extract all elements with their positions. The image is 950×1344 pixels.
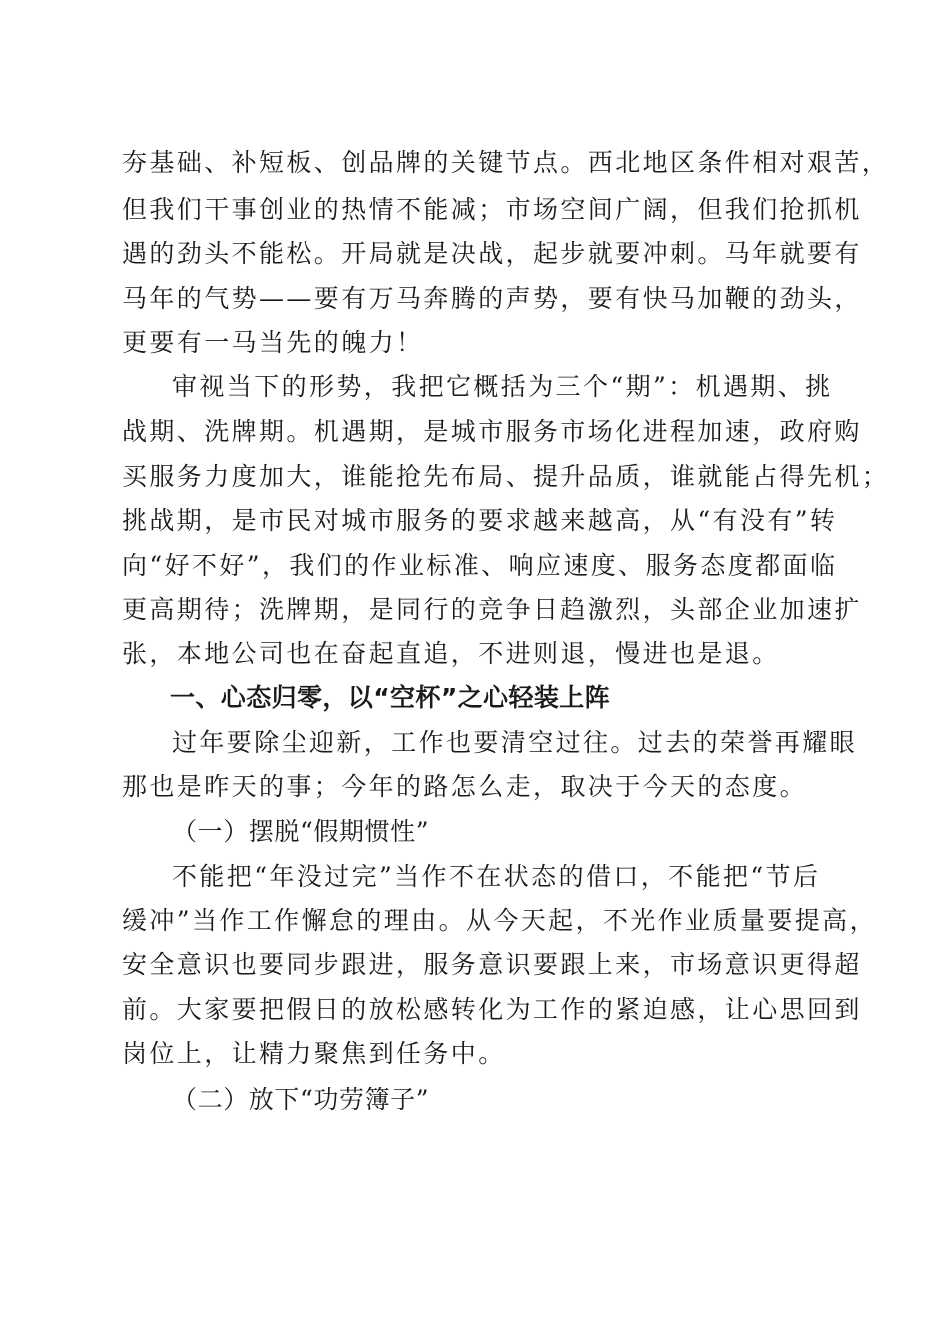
paragraph-4-line-1: 不能把“年没过完”当作不在状态的借口，不能把“节后 [172,862,821,891]
paragraph-1-line-5: 更要有一马当先的魄力！ [122,328,424,357]
paragraph-4-line-4: 前。大家要把假日的放松感转化为工作的紧迫感，让心思回到 [122,995,862,1024]
paragraph-2-line-5: 向“好不好”，我们的作业标准、响应速度、服务态度都面临 [122,551,838,580]
paragraph-2-line-2: 战期、洗牌期。机遇期，是城市服务市场化进程加速，政府购 [122,417,862,446]
paragraph-2-line-7: 张，本地公司也在奋起直追，不进则退，慢进也是退。 [122,639,780,668]
paragraph-4-line-3: 安全意识也要同步跟进，服务意识要跟上来，市场意识更得超 [122,950,862,979]
paragraph-2-line-4: 挑战期，是市民对城市服务的要求越来越高，从“有没有”转 [122,506,838,535]
paragraph-2-line-1: 审视当下的形势，我把它概括为三个“期”：机遇期、挑 [172,372,833,401]
subheading-2: （二）放下“功劳簿子” [172,1085,430,1114]
paragraph-2-line-6: 更高期待；洗牌期，是同行的竞争日趋激烈，头部企业加速扩 [122,595,862,624]
subheading-1: （一）摆脱“假期惯性” [172,817,430,846]
paragraph-1-line-1: 夯基础、补短板、创品牌的关键节点。西北地区条件相对艰苦， [122,148,890,177]
paragraph-1-line-4: 马年的气势——要有万马奔腾的声势，要有快马加鞭的劲头， [122,284,862,313]
section-heading-1: 一、心态归零，以“空杯”之心轻装上阵 [170,683,611,712]
paragraph-3-line-1: 过年要除尘迎新，工作也要清空过往。过去的荣誉再耀眼 [172,728,858,757]
paragraph-4-line-2: 缓冲”当作工作懈怠的理由。从今天起，不光作业质量要提高， [122,906,877,935]
paragraph-1-line-2: 但我们干事创业的热情不能减；市场空间广阔，但我们抢抓机 [122,195,862,224]
paragraph-3-line-2: 那也是昨天的事；今年的路怎么走，取决于今天的态度。 [122,772,808,801]
paragraph-1-line-3: 遇的劲头不能松。开局就是决战，起步就要冲刺。马年就要有 [122,239,862,268]
paragraph-2-line-3: 买服务力度加大，谁能抢先布局、提升品质，谁就能占得先机； [122,462,890,491]
paragraph-4-line-5: 岗位上，让精力聚焦到任务中。 [122,1039,506,1068]
